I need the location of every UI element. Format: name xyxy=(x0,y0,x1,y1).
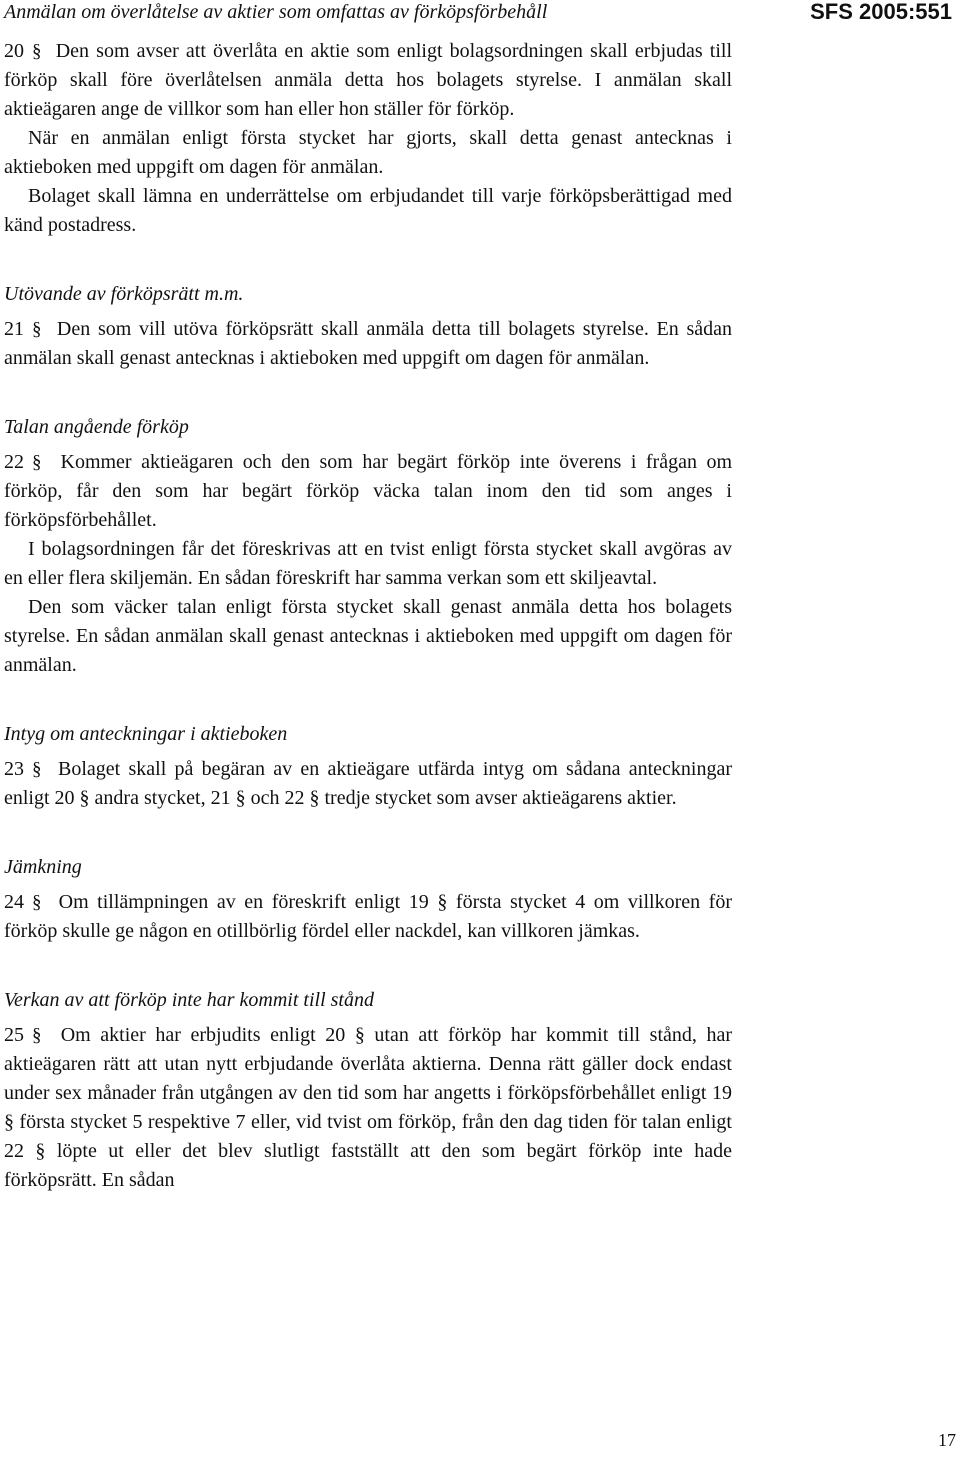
paragraph-text: Om tillämpningen av en föreskrift enligt 19 § första stycket 4 om villkoren för förköp skulle ge någon en otillbörlig fördel eller nackdel, kan villkoren jämkas. xyxy=(4,891,732,942)
section-heading: Verkan av att förköp inte har kommit till stånd xyxy=(4,989,374,1011)
section-paragraph xyxy=(4,755,732,813)
sfs-number: SFS 2005:551 xyxy=(810,0,952,24)
section-sign: § xyxy=(32,41,42,62)
section-paragraph: Bolaget skall lämna en underrättelse om erbjudandet till varje förköpsberättigad med känd postadress. xyxy=(4,185,732,236)
paragraph-text: Bolaget skall på begäran av en aktieägare utfärda intyg om sådana anteckningar enligt 20 § andra stycket, 21 § och 22 § tredje stycket som avser aktieägarens aktier. xyxy=(4,758,732,809)
section-number: 21 xyxy=(4,318,24,340)
section-25 xyxy=(4,986,732,1195)
paragraph-text: Den som vill utöva förköpsrätt skall anmäla detta till bolagets styrelse. En sådan anmälan skall genast antecknas i aktieboken med uppgift om dagen för anmälan. xyxy=(4,318,732,369)
section-paragraph: I bolagsordningen får det föreskrivas att en tvist enligt första stycket skall avgöras av en eller flera skiljemän. En sådan föreskrift har samma verkan som ett skiljeavtal. xyxy=(4,538,732,589)
section-sign: § xyxy=(32,1025,42,1046)
section-paragraph xyxy=(4,315,732,373)
section-sign: § xyxy=(32,892,42,913)
section-paragraph xyxy=(4,888,732,946)
running-title: Anmälan om överlåtelse av aktier som omfattas av förköpsförbehåll xyxy=(4,1,548,23)
section-20 xyxy=(4,37,732,240)
section-22 xyxy=(4,413,732,680)
section-heading: Jämkning xyxy=(4,856,82,878)
section-number: 22 xyxy=(4,451,24,473)
document-body xyxy=(4,37,732,1195)
section-paragraph xyxy=(4,448,732,535)
paragraph-text: Kommer aktieägaren och den som har begärt förköp inte överens i frågan om förköp, får den som har begärt förköp väcka talan inom den tid som anges i förköpsförbehållet. xyxy=(4,451,732,531)
section-sign: § xyxy=(32,759,42,780)
section-paragraph: Den som väcker talan enligt första stycket skall genast anmäla detta hos bolagets styrelse. En sådan anmälan skall genast antecknas i aktieboken med uppgift om dagen för anmälan. xyxy=(4,596,732,676)
page-number: 17 xyxy=(938,1430,956,1450)
section-heading: Intyg om anteckningar i aktieboken xyxy=(4,723,288,745)
section-paragraph xyxy=(4,1021,732,1195)
section-sign: § xyxy=(32,319,42,340)
section-24 xyxy=(4,853,732,946)
section-number: 24 xyxy=(4,891,24,913)
paragraph-text: Den som avser att överlåta en aktie som enligt bolagsordningen skall erbjudas till förköp skall före överlåtelsen anmäla detta hos bolagets styrelse. I anmälan skall aktieägaren ange de villkor som han eller hon ställer för förköp. xyxy=(4,40,733,120)
section-heading: Talan angående förköp xyxy=(4,416,189,438)
section-21 xyxy=(4,280,732,373)
section-sign: § xyxy=(32,452,42,473)
section-paragraph: När en anmälan enligt första stycket har gjorts, skall detta genast antecknas i aktieboken med uppgift om dagen för anmälan. xyxy=(4,127,732,178)
section-number: 20 xyxy=(4,40,24,62)
section-paragraph xyxy=(4,37,732,124)
paragraph-text: Om aktier har erbjudits enligt 20 § utan att förköp har kommit till stånd, har aktieägaren rätt att utan nytt erbjudande överlåta aktierna. Denna rätt gäller dock endast under sex månader från utgången av den tid som har angetts i förköpsförbehållet enligt 19 § första stycket 5 respektive 7 eller, vid tvist om förköp, från den dag tiden för talan enligt 22 § löpte ut eller det blev slutligt fastställt att den som begärt förköp inte hade förköpsrätt. En sådan xyxy=(4,1024,733,1191)
section-number: 25 xyxy=(4,1024,24,1046)
section-number: 23 xyxy=(4,758,24,780)
section-23 xyxy=(4,720,732,813)
section-heading: Utövande av förköpsrätt m.m. xyxy=(4,283,244,305)
